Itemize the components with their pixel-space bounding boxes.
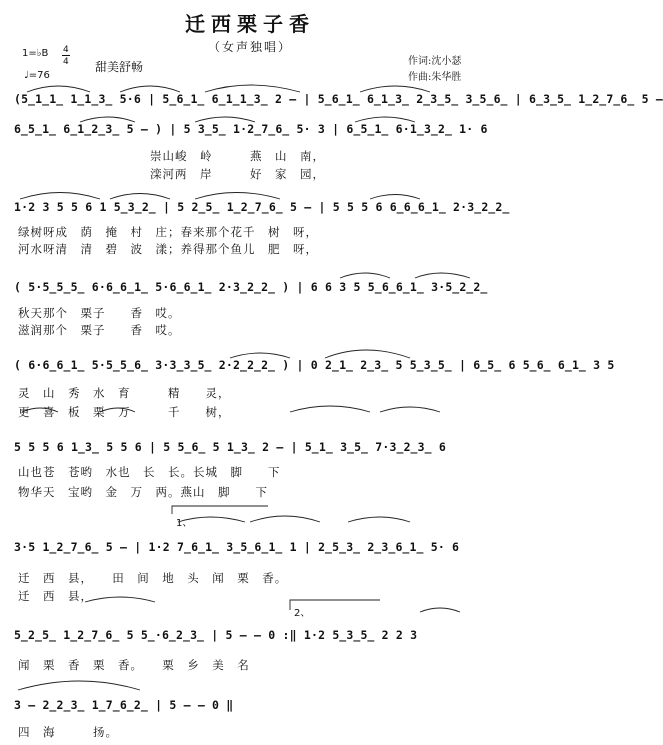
- lyric-line: 崇山峻 岭 燕 山 南，: [150, 149, 325, 163]
- expression-marking: 甜美舒畅: [95, 60, 144, 74]
- lyric-line: 滦河两 岸 好 家 园，: [150, 167, 325, 181]
- score-line: ( 5·5̲5̲5̲ 6·6̲6̲1̲ 5·6̲6̲1̲ 2·3̲2̲2̲ ) | 6 6 3 5 5̲6̲6̲1̲ 3·5̲2̲2̲: [14, 280, 488, 294]
- lyric-line: 四 海 扬。: [18, 725, 118, 739]
- lyric-line: 山也苍 苍哟 水也 长 长。长城 脚 下: [18, 465, 281, 479]
- lyric-line: 更 喜 板 栗 万 千 树，: [18, 405, 231, 419]
- lyric-line: 滋润那个 栗子 香 哎。: [18, 323, 181, 337]
- volta-label: 1、: [176, 518, 193, 529]
- lyric-line: 闻 栗 香 栗 香。 栗 乡 美 名: [18, 658, 250, 672]
- lyric-line: 河水呀清 清 碧 波 漾；养得那个鱼儿 肥 呀，: [18, 242, 318, 256]
- time-signature-bottom: 4: [63, 57, 69, 67]
- score-line: 1·2 3 5 5 6 1 5̲3̲2̲ | 5 2̲5̲ 1̲2̲7̲6̲ 5 – | 5 5 5 6 6̲6̲6̲1̲ 2·3̲2̲2̲: [14, 200, 510, 214]
- lyric-line: 物华天 宝哟 金 万 两。燕山 脚 下: [18, 485, 268, 499]
- tempo-marking: ♩=76: [24, 70, 50, 81]
- lyric-line: 秋天那个 栗子 香 哎。: [18, 306, 181, 320]
- key-signature: 1=♭B: [22, 48, 49, 59]
- score-line: (5̲1̲1̲ 1̲1̲3̲ 5·6 | 5̲6̲1̲ 6̲1̲1̲3̲ 2 – | 5̲6̲1̲ 6̲1̲3̲ 2̲3̲5̲ 3̲5̲6̲ | 6̲3̲5̲ 1̲2̲7̲6̲ 5 –: [14, 92, 663, 106]
- score-line: 3·5 1̲2̲7̲6̲ 5 – | 1·2 7̲6̲1̲ 3̲5̲6̲1̲ 1 | 2̲5̲3̲ 2̲3̲6̲1̲ 5· 6: [14, 540, 460, 554]
- lyric-line: 迁 西 县， 田 间 地 头 闻 栗 香。: [18, 571, 288, 585]
- score-line: ( 6·6̲6̲1̲ 5·5̲5̲6̲ 3·3̲3̲5̲ 2·2̲2̲2̲ ) | 0 2̲1̲ 2̲3̲ 5 5̲3̲5̲ | 6̲5̲ 6 5̲6̲ 6̲1̲ 3 5: [14, 358, 615, 372]
- score-line: 5̲2̲5̲ 1̲2̲7̲6̲ 5 5̲·6̲2̲3̲ | 5 – – 0 :‖ 1·2 5̲3̲5̲ 2 2 3: [14, 628, 418, 642]
- lyric-line: 迁 西 县，: [18, 589, 93, 603]
- score-line: 6̲5̲1̲ 6̲1̲2̲3̲ 5 – ) | 5 3̲5̲ 1·2̲7̲6̲ 5· 3 | 6̲5̲1̲ 6·1̲3̲2̲ 1· 6: [14, 122, 488, 136]
- composer-credit: 作曲:朱华胜: [408, 72, 462, 83]
- score-line: 3 – 2̲2̲3̲ 1̲7̲6̲2̲ | 5 – – 0 ‖: [14, 698, 234, 712]
- lyric-line: 灵 山 秀 水 育 精 灵，: [18, 386, 231, 400]
- lyricist-credit: 作词:沈小瑟: [408, 56, 462, 67]
- song-title: 迁西栗子香: [185, 12, 315, 36]
- volta-label: 2、: [294, 608, 311, 619]
- song-subtitle: （女声独唱）: [207, 40, 292, 54]
- score-line: 5 5 5 6 1̲3̲ 5 5 6 | 5 5̲6̲ 5 1̲3̲ 2 – | 5̲1̲ 3̲5̲ 7·3̲2̲3̲ 6: [14, 440, 446, 454]
- lyric-line: 绿树呀成 荫 掩 村 庄；春来那个花千 树 呀，: [18, 225, 318, 239]
- time-signature-top: 4: [63, 45, 69, 55]
